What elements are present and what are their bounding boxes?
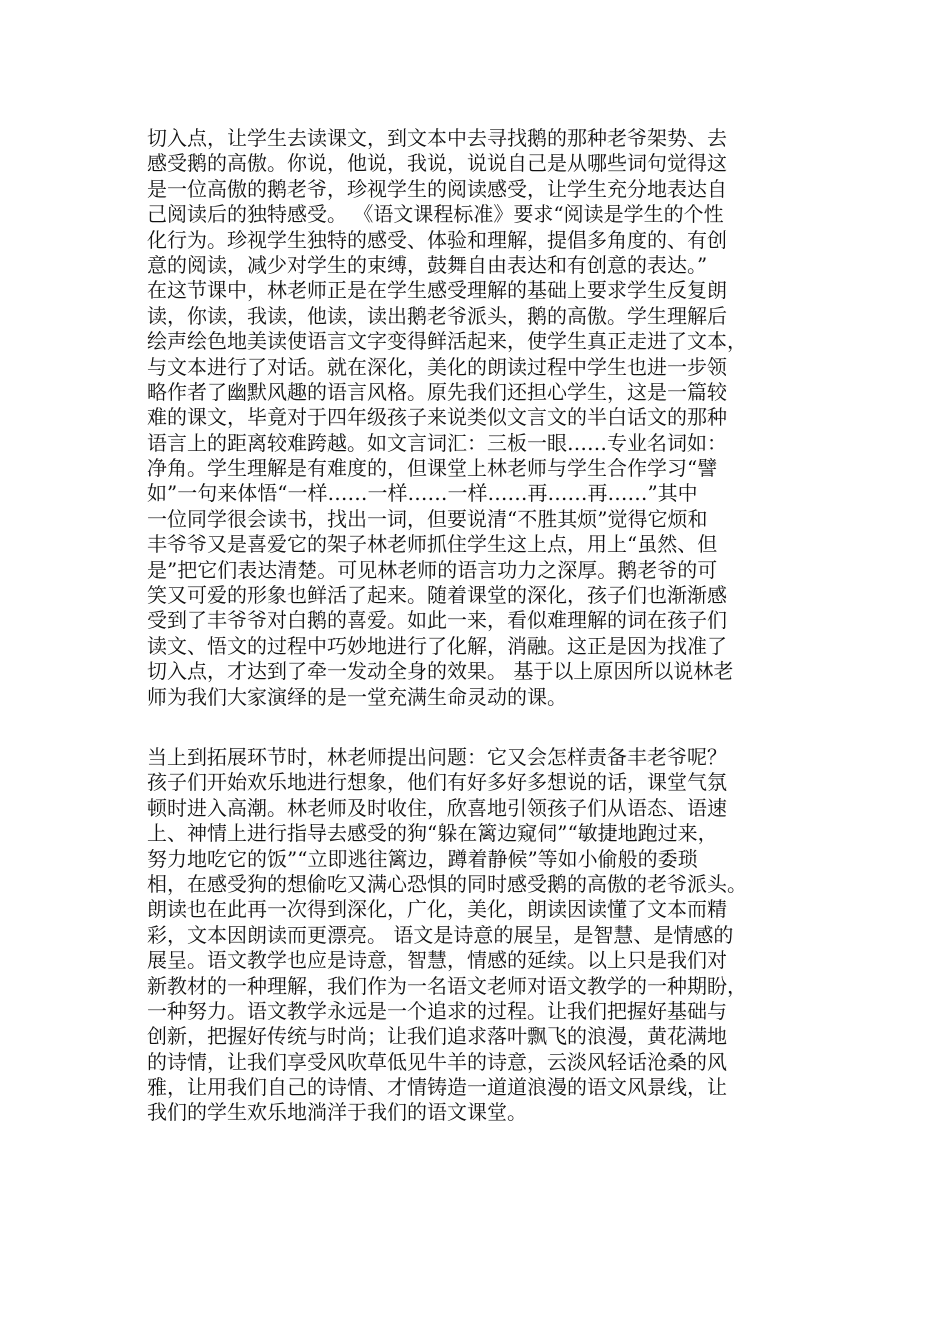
text-line: 语言上的距离较难跨越。如文言词汇：三板一眼……专业名词如： — [147, 430, 727, 455]
text-line: 意的阅读，减少对学生的束缚，鼓舞自由表达和有创意的表达。” — [147, 252, 708, 277]
text-line: 读，你读，我读，他读，读出鹅老爷派头，鹅的高傲。学生理解后 — [147, 303, 727, 328]
text-line: 绘声绘色地美读使语言文字变得鲜活起来，使学生真正走进了文本， — [147, 329, 747, 354]
text-line: 是一位高傲的鹅老爷，珍视学生的阅读感受，让学生充分地表达自 — [147, 176, 727, 201]
text-line: 一位同学很会读书，找出一词，但要说清“不胜其烦”觉得它烦和 — [147, 506, 708, 531]
text-line: 净角。学生理解是有难度的，但课堂上林老师与学生合作学习“譬 — [147, 456, 718, 481]
text-line: 读文、悟文的过程中巧妙地进行了化解，消融。这正是因为找准了 — [147, 633, 727, 658]
text-line: 一种努力。语文教学永远是一个追求的过程。让我们把握好基础与 — [147, 998, 727, 1023]
text-line: 顿时进入高潮。林老师及时收住，欣喜地引领孩子们从语态、语速 — [147, 795, 727, 820]
text-line: 略作者了幽默风趣的语言风格。原先我们还担心学生，这是一篇较 — [147, 379, 727, 404]
text-line: 当上到拓展环节时，林老师提出问题：它又会怎样责备丰老爷呢？ — [147, 745, 727, 769]
text-line: 切入点，才达到了牵一发动全身的效果。 基于以上原因所以说林老 — [147, 659, 734, 684]
text-line: 受到了丰爷爷对白鹅的喜爱。如此一来，看似难理解的词在孩子们 — [147, 608, 727, 633]
text-line: 努力地吃它的饭”“立即逃往篱边，蹲着静候”等如小偷般的委琐 — [147, 846, 698, 871]
text-line: 感受鹅的高傲。你说，他说，我说，说说自己是从哪些词句觉得这 — [147, 151, 727, 176]
text-line: 是”把它们表达清楚。可见林老师的语言功力之深厚。鹅老爷的可 — [147, 557, 718, 582]
text-line: 在这节课中，林老师正是在学生感受理解的基础上要求学生反复朗 — [147, 278, 727, 303]
text-line: 化行为。珍视学生独特的感受、体验和理解，提倡多角度的、有创 — [147, 227, 727, 252]
text-line: 与文本进行了对话。就在深化，美化的朗读过程中学生也进一步领 — [147, 354, 727, 379]
text-line: 如”一句来体悟“一样……一样……一样……再……再……”其中 — [147, 481, 698, 506]
paragraph-2 — [147, 745, 807, 1126]
text-line: 上、神情上进行指导去感受的狗“躲在篱边窥伺”“敏捷地跑过来， — [147, 821, 718, 846]
text-line: 丰爷爷又是喜爱它的架子林老师抓住学生这上点，用上“虽然、但 — [147, 532, 718, 557]
text-line: 相，在感受狗的想偷吃又满心恐惧的同时感受鹅的高傲的老爷派头。 — [147, 871, 747, 896]
text-line: 彩，文本因朗读而更漂亮。 语文是诗意的展呈，是智慧、是情感的 — [147, 922, 734, 947]
text-line: 己阅读后的独特感受。 《语文课程标准》要求“阅读是学生的个性 — [147, 202, 724, 227]
text-line: 切入点，让学生去读课文，到文本中去寻找鹅的那种老爷架势、去 — [147, 126, 727, 150]
text-line: 的诗情，让我们享受风吹草低见牛羊的诗意，云淡风轻话沧桑的风 — [147, 1049, 727, 1074]
text-line: 我们的学生欢乐地淌洋于我们的语文课堂。 — [147, 1100, 527, 1125]
text-line: 创新，把握好传统与时尚；让我们追求落叶飘飞的浪漫，黄花满地 — [147, 1024, 727, 1049]
text-line: 师为我们大家演绎的是一堂充满生命灵动的课。 — [147, 684, 567, 709]
text-line: 展呈。语文教学也应是诗意，智慧，情感的延续。以上只是我们对 — [147, 948, 727, 973]
text-line: 难的课文，毕竟对于四年级孩子来说类似文言文的半白话文的那种 — [147, 405, 727, 430]
text-line: 笑又可爱的形象也鲜活了起来。随着课堂的深化，孩子们也渐渐感 — [147, 583, 727, 608]
text-line: 孩子们开始欢乐地进行想象，他们有好多好多想说的话，课堂气氛 — [147, 770, 727, 795]
paragraph-1 — [147, 126, 807, 710]
text-line: 雅，让用我们自己的诗情、才情铸造一道道浪漫的语文风景线，让 — [147, 1075, 727, 1100]
text-line: 新教材的一种理解，我们作为一名语文老师对语文教学的一种期盼， — [147, 973, 747, 998]
text-line: 朗读也在此再一次得到深化，广化，美化，朗读因读懂了文本而精 — [147, 897, 727, 922]
